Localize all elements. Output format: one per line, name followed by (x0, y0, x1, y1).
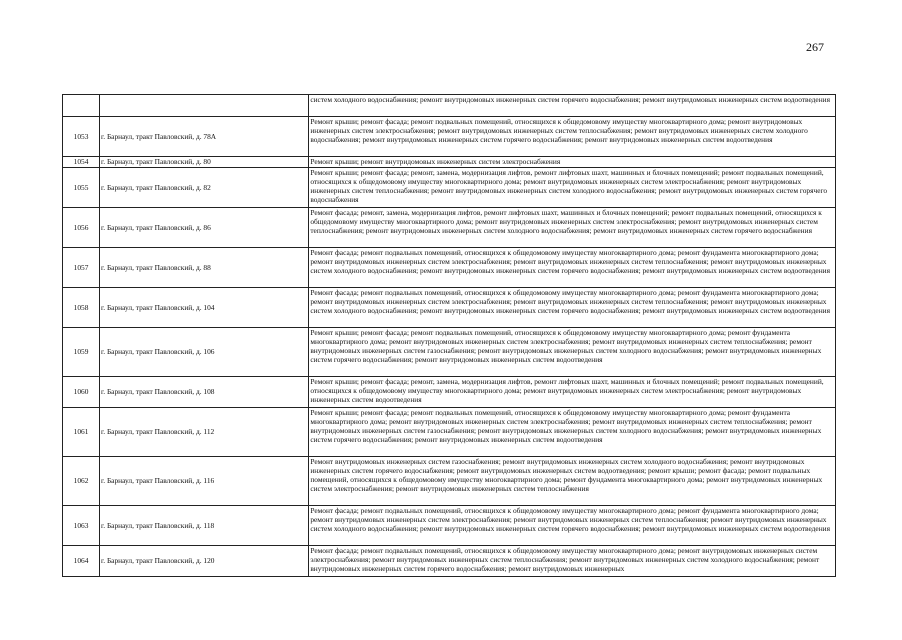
works-cell: Ремонт фасада; ремонт подвальных помещений, относящихся к общедомовому имуществу многоквартирного дома; ремонт фундамента многоквартирного дома; ремонт внутридомовых инженерных систем электроснабжения; ремонт внутридомовых инженерных систем теплоснабжения; ремонт внутридомовых инженерных систем холодного водоснабжения; ремонт внутридомовых инженерных систем горячего водоснабжения; ремонт внутридомовых инженерных систем водоотведения (309, 288, 836, 328)
row-number-cell: 1060 (63, 377, 100, 408)
address-cell: г. Барнаул, тракт Павловский, д. 80 (100, 157, 309, 168)
row-number-cell: 1055 (63, 168, 100, 208)
row-number-cell: 1064 (63, 546, 100, 577)
works-cell: Ремонт фасада; ремонт, замена, модернизация лифтов, ремонт лифтовых шахт, машинных и блочных помещений; ремонт подвальных помещений, относящихся к общедомовому имуществу многоквартирного дома; ремонт внутридомовых инженерных систем электроснабжения; ремонт внутридомовых инженерных систем теплоснабжения; ремонт внутридомовых инженерных систем холодного водоснабжения; ремонт внутридомовых инженерных систем горячего водоснабжения (309, 208, 836, 248)
works-cell: Ремонт крыши; ремонт фасада; ремонт подвальных помещений, относящихся к общедомовому имуществу многоквартирного дома; ремонт фундамента многоквартирного дома; ремонт внутридомовых инженерных систем электроснабжения; ремонт внутридомовых инженерных систем теплоснабжения; ремонт внутридомовых инженерных систем газоснабжения; ремонт внутридомовых инженерных систем холодного водоснабжения; ремонт внутридомовых инженерных систем горячего водоснабжения; ремонт внутридомовых инженерных систем водоотведения (309, 408, 836, 457)
table-row (63, 546, 836, 577)
table-row (63, 157, 836, 168)
row-number-cell: 1059 (63, 328, 100, 377)
works-cell: систем холодного водоснабжения; ремонт внутридомовых инженерных систем горячего водоснабжения; ремонт внутридомовых инженерных систем водоотведения (309, 95, 836, 117)
row-number-cell: 1063 (63, 506, 100, 546)
address-cell: г. Барнаул, тракт Павловский, д. 116 (100, 457, 309, 506)
row-number-cell: 1062 (63, 457, 100, 506)
works-cell: Ремонт крыши; ремонт внутридомовых инженерных систем электроснабжения (309, 157, 836, 168)
row-number-cell: 1061 (63, 408, 100, 457)
repair-register-table (62, 94, 836, 577)
table-row (63, 328, 836, 377)
works-cell: Ремонт крыши; ремонт фасада; ремонт подвальных помещений, относящихся к общедомовому имуществу многоквартирного дома; ремонт внутридомовых инженерных систем электроснабжения; ремонт внутридомовых инженерных систем теплоснабжения; ремонт внутридомовых инженерных систем холодного водоснабжения; ремонт внутридомовых инженерных систем горячего водоснабжения; ремонт внутридомовых инженерных систем водоотведения (309, 117, 836, 157)
table-row (63, 457, 836, 506)
row-number-cell (63, 95, 100, 117)
table-row (63, 506, 836, 546)
works-cell: Ремонт фасада; ремонт подвальных помещений, относящихся к общедомовому имуществу многоквартирного дома; ремонт внутридомовых инженерных систем электроснабжения; ремонт внутридомовых инженерных систем теплоснабжения; ремонт внутридомовых инженерных систем холодного водоснабжения; ремонт внутридомовых инженерных систем горячего водоснабжения; ремонт внутридомовых инженерных (309, 546, 836, 577)
table-row (63, 117, 836, 157)
address-cell: г. Барнаул, тракт Павловский, д. 104 (100, 288, 309, 328)
row-number-cell: 1057 (63, 248, 100, 288)
address-cell: г. Барнаул, тракт Павловский, д. 88 (100, 248, 309, 288)
address-cell: г. Барнаул, тракт Павловский, д. 120 (100, 546, 309, 577)
table-row (63, 95, 836, 117)
address-cell: г. Барнаул, тракт Павловский, д. 82 (100, 168, 309, 208)
address-cell: г. Барнаул, тракт Павловский, д. 108 (100, 377, 309, 408)
table-row (63, 168, 836, 208)
row-number-cell: 1053 (63, 117, 100, 157)
address-cell: г. Барнаул, тракт Павловский, д. 112 (100, 408, 309, 457)
row-number-cell: 1054 (63, 157, 100, 168)
row-number-cell: 1058 (63, 288, 100, 328)
address-cell: г. Барнаул, тракт Павловский, д. 106 (100, 328, 309, 377)
table-row (63, 208, 836, 248)
works-cell: Ремонт крыши; ремонт фасада; ремонт подвальных помещений, относящихся к общедомовому имуществу многоквартирного дома; ремонт фундамента многоквартирного дома; ремонт внутридомовых инженерных систем электроснабжения; ремонт внутридомовых инженерных систем теплоснабжения; ремонт внутридомовых инженерных систем газоснабжения; ремонт внутридомовых инженерных систем холодного водоснабжения; ремонт внутридомовых инженерных систем горячего водоснабжения; ремонт внутридомовых инженерных систем водоотведения (309, 328, 836, 377)
works-cell: Ремонт внутридомовых инженерных систем газоснабжения; ремонт внутридомовых инженерных систем холодного водоснабжения; ремонт внутридомовых инженерных систем горячего водоснабжения; ремонт внутридомовых инженерных систем водоотведения; ремонт крыши; ремонт фасада; ремонт подвальных помещений, относящихся к общедомовому имуществу многоквартирного дома; ремонт фундамента многоквартирного дома; ремонт внутридомовых инженерных систем электроснабжения; ремонт внутридомовых инженерных систем теплоснабжения (309, 457, 836, 506)
address-cell: г. Барнаул, тракт Павловский, д. 118 (100, 506, 309, 546)
works-cell: Ремонт фасада; ремонт подвальных помещений, относящихся к общедомовому имуществу многоквартирного дома; ремонт фундамента многоквартирного дома; ремонт внутридомовых инженерных систем электроснабжения; ремонт внутридомовых инженерных систем теплоснабжения; ремонт внутридомовых инженерных систем холодного водоснабжения; ремонт внутридомовых инженерных систем горячего водоснабжения; ремонт внутридомовых инженерных систем водоотведения (309, 506, 836, 546)
table-row (63, 408, 836, 457)
works-cell: Ремонт крыши; ремонт фасада; ремонт, замена, модернизация лифтов, ремонт лифтовых шахт, машинных и блочных помещений; ремонт подвальных помещений, относящихся к общедомовому имуществу многоквартирного дома; ремонт внутридомовых инженерных систем электроснабжения; ремонт внутридомовых инженерных систем теплоснабжения; ремонт внутридомовых инженерных систем холодного водоснабжения; ремонт внутридомовых инженерных систем горячего водоснабжения (309, 168, 836, 208)
address-cell (100, 95, 309, 117)
row-number-cell: 1056 (63, 208, 100, 248)
table-row (63, 288, 836, 328)
page-number: 267 (806, 40, 824, 54)
address-cell: г. Барнаул, тракт Павловский, д. 78А (100, 117, 309, 157)
table-row (63, 377, 836, 408)
address-cell: г. Барнаул, тракт Павловский, д. 86 (100, 208, 309, 248)
works-cell: Ремонт фасада; ремонт подвальных помещений, относящихся к общедомовому имуществу многоквартирного дома; ремонт фундамента многоквартирного дома; ремонт внутридомовых инженерных систем электроснабжения; ремонт внутридомовых инженерных систем теплоснабжения; ремонт внутридомовых инженерных систем холодного водоснабжения; ремонт внутридомовых инженерных систем горячего водоснабжения; ремонт внутридомовых инженерных систем водоотведения (309, 248, 836, 288)
works-cell: Ремонт крыши; ремонт фасада; ремонт, замена, модернизация лифтов, ремонт лифтовых шахт, машинных и блочных помещений; ремонт подвальных помещений, относящихся к общедомовому имуществу многоквартирного дома; ремонт внутридомовых инженерных систем электроснабжения; ремонт внутридомовых инженерных систем водоотведения (309, 377, 836, 408)
table-row (63, 248, 836, 288)
